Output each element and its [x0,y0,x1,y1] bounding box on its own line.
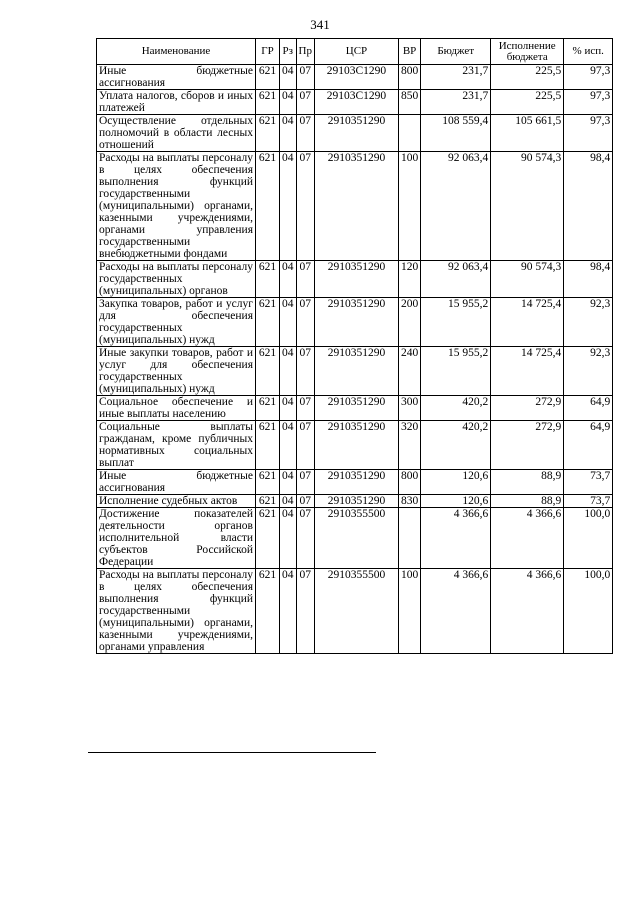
cell-budget: 231,7 [421,90,491,115]
budget-table [96,38,613,654]
cell-rz: 04 [280,508,297,569]
header-gr: ГР [256,39,280,65]
cell-name: Достижение показателей деятельности органов исполнительной власти субъектов Российской Федерации [97,508,256,569]
cell-vr [398,115,420,152]
cell-rz: 04 [280,495,297,508]
cell-percent: 73,7 [564,470,613,495]
cell-execution: 272,9 [491,396,564,421]
cell-rz: 04 [280,152,297,261]
cell-gr: 621 [256,396,280,421]
cell-vr: 800 [398,65,420,90]
cell-percent: 92,3 [564,347,613,396]
cell-budget: 15 955,2 [421,347,491,396]
cell-execution: 88,9 [491,470,564,495]
cell-pr: 07 [296,470,314,495]
cell-rz: 04 [280,470,297,495]
cell-pr: 07 [296,65,314,90]
cell-csr: 2910351290 [314,421,398,470]
cell-vr: 240 [398,347,420,396]
cell-rz: 04 [280,115,297,152]
table-row [97,261,613,298]
cell-pr: 07 [296,396,314,421]
table-header-row [97,39,613,65]
cell-name: Расходы на выплаты персоналу в целях обеспечения выполнения функций государственными (муниципальными) органами, казенными учреждениями, органами управления государственными внебюджетными фондами [97,152,256,261]
cell-vr: 300 [398,396,420,421]
cell-gr: 621 [256,421,280,470]
cell-budget: 4 366,6 [421,508,491,569]
cell-execution: 225,5 [491,90,564,115]
cell-pr: 07 [296,569,314,654]
cell-execution: 225,5 [491,65,564,90]
header-pr: Пр [296,39,314,65]
cell-csr: 2910351290 [314,495,398,508]
cell-percent: 98,4 [564,261,613,298]
cell-name: Иные бюджетные ассигнования [97,65,256,90]
cell-csr: 2910351290 [314,470,398,495]
cell-execution: 4 366,6 [491,569,564,654]
cell-pr: 07 [296,152,314,261]
header-percent: % исп. [564,39,613,65]
cell-vr: 120 [398,261,420,298]
cell-budget: 15 955,2 [421,298,491,347]
cell-percent: 100,0 [564,569,613,654]
footnote-rule [88,752,376,753]
table-row [97,298,613,347]
cell-name: Социальные выплаты гражданам, кроме публичных нормативных социальных выплат [97,421,256,470]
cell-vr: 800 [398,470,420,495]
cell-rz: 04 [280,347,297,396]
cell-budget: 120,6 [421,470,491,495]
cell-percent: 73,7 [564,495,613,508]
cell-budget: 231,7 [421,65,491,90]
cell-pr: 07 [296,347,314,396]
cell-vr: 100 [398,569,420,654]
cell-csr: 29103С1290 [314,90,398,115]
cell-name: Социальное обеспечение и иные выплаты населению [97,396,256,421]
table-row [97,396,613,421]
cell-budget: 420,2 [421,421,491,470]
cell-pr: 07 [296,90,314,115]
cell-vr: 830 [398,495,420,508]
cell-percent: 97,3 [564,65,613,90]
table-row [97,90,613,115]
cell-percent: 97,3 [564,90,613,115]
cell-gr: 621 [256,115,280,152]
table-row [97,495,613,508]
cell-gr: 621 [256,298,280,347]
cell-percent: 97,3 [564,115,613,152]
cell-vr: 100 [398,152,420,261]
cell-gr: 621 [256,470,280,495]
cell-csr: 2910355500 [314,569,398,654]
cell-budget: 92 063,4 [421,261,491,298]
table-row [97,569,613,654]
cell-rz: 04 [280,569,297,654]
cell-percent: 64,9 [564,396,613,421]
cell-pr: 07 [296,495,314,508]
cell-pr: 07 [296,298,314,347]
table-row [97,470,613,495]
cell-gr: 621 [256,347,280,396]
header-name: Наименование [97,39,256,65]
cell-csr: 2910351290 [314,152,398,261]
cell-pr: 07 [296,508,314,569]
header-budget: Бюджет [421,39,491,65]
cell-gr: 621 [256,495,280,508]
cell-gr: 621 [256,261,280,298]
cell-csr: 2910351290 [314,396,398,421]
cell-vr [398,508,420,569]
cell-budget: 92 063,4 [421,152,491,261]
cell-execution: 88,9 [491,495,564,508]
cell-name: Исполнение судебных актов [97,495,256,508]
cell-percent: 92,3 [564,298,613,347]
cell-vr: 320 [398,421,420,470]
cell-name: Осуществление отдельных полномочий в области лесных отношений [97,115,256,152]
cell-execution: 14 725,4 [491,347,564,396]
cell-csr: 29103С1290 [314,65,398,90]
cell-execution: 90 574,3 [491,152,564,261]
table-row [97,115,613,152]
header-execution: Исполнение бюджета [491,39,564,65]
cell-name: Расходы на выплаты персоналу государственных (муниципальных) органов [97,261,256,298]
header-rz: Рз [280,39,297,65]
cell-execution: 272,9 [491,421,564,470]
cell-rz: 04 [280,298,297,347]
cell-rz: 04 [280,396,297,421]
cell-gr: 621 [256,152,280,261]
cell-budget: 108 559,4 [421,115,491,152]
cell-execution: 105 661,5 [491,115,564,152]
cell-budget: 420,2 [421,396,491,421]
cell-rz: 04 [280,65,297,90]
cell-name: Иные бюджетные ассигнования [97,470,256,495]
header-csr: ЦСР [314,39,398,65]
cell-name: Иные закупки товаров, работ и услуг для обеспечения государственных (муниципальных) нужд [97,347,256,396]
cell-name: Закупка товаров, работ и услуг для обеспечения государственных (муниципальных) нужд [97,298,256,347]
cell-vr: 850 [398,90,420,115]
cell-pr: 07 [296,115,314,152]
page-number: 341 [310,17,330,32]
cell-gr: 621 [256,569,280,654]
cell-pr: 07 [296,261,314,298]
table-row [97,152,613,261]
table-row [97,421,613,470]
cell-gr: 621 [256,90,280,115]
cell-csr: 2910351290 [314,347,398,396]
cell-percent: 64,9 [564,421,613,470]
cell-budget: 4 366,6 [421,569,491,654]
cell-name: Расходы на выплаты персоналу в целях обеспечения выполнения функций государственными (муниципальными) органами, казенными учреждениями, органами управления [97,569,256,654]
cell-rz: 04 [280,421,297,470]
cell-execution: 4 366,6 [491,508,564,569]
table-row [97,508,613,569]
table-row [97,65,613,90]
cell-vr: 200 [398,298,420,347]
cell-percent: 98,4 [564,152,613,261]
cell-csr: 2910355500 [314,508,398,569]
table-body [97,65,613,654]
cell-gr: 621 [256,65,280,90]
table-row [97,347,613,396]
cell-csr: 2910351290 [314,115,398,152]
header-vr: ВР [398,39,420,65]
cell-execution: 90 574,3 [491,261,564,298]
cell-percent: 100,0 [564,508,613,569]
cell-rz: 04 [280,90,297,115]
cell-execution: 14 725,4 [491,298,564,347]
cell-gr: 621 [256,508,280,569]
cell-csr: 2910351290 [314,298,398,347]
cell-budget: 120,6 [421,495,491,508]
cell-name: Уплата налогов, сборов и иных платежей [97,90,256,115]
cell-rz: 04 [280,261,297,298]
cell-csr: 2910351290 [314,261,398,298]
cell-pr: 07 [296,421,314,470]
